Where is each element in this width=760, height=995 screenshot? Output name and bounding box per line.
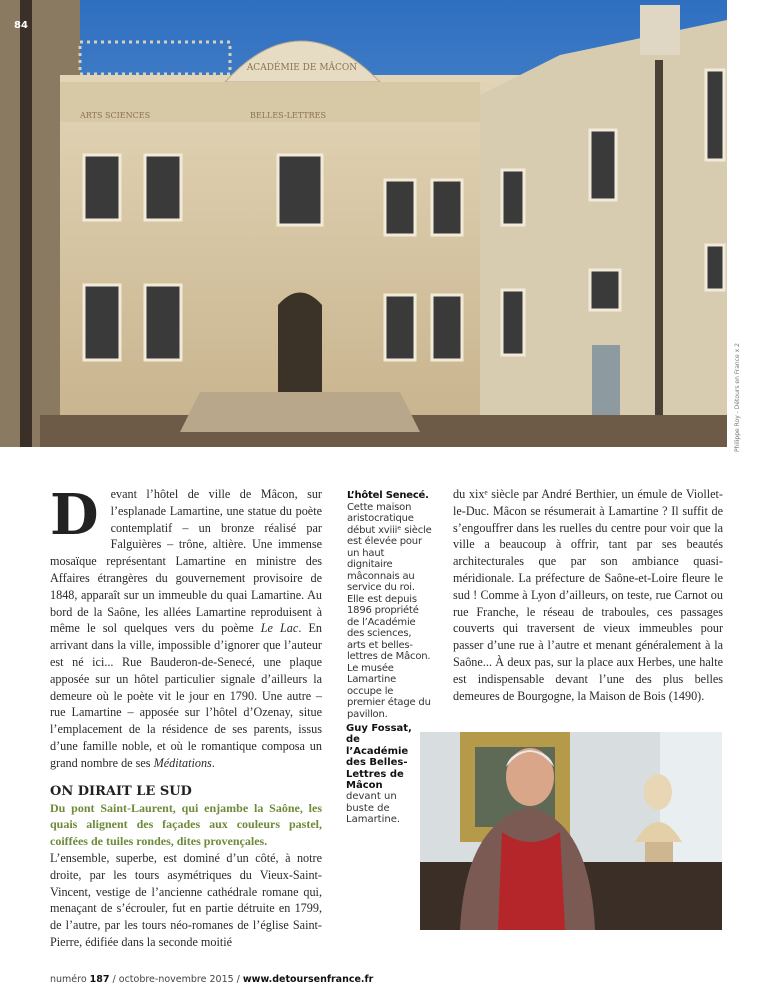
intro-text-cont: . En arrivant dans la ville, impossible d’ignorer que l’auteur est né ici... Rue Bauderon-de-Senecé, une plaque apposée sur un hôtel particulier signale d’ailleurs la demeure où le poète vit le jour en 1790. Une autre – rue Lamartine – apposée sur l’hôtel d’Ozenay, situe l’emplacement de la résidence de ses parents, issus d’une famille noble, et où le romantique composa un grand nombre de ses (50, 621, 322, 770)
article-left-column (50, 482, 322, 951)
sidebar-title: L’hôtel Senecé. (347, 490, 429, 501)
page-number: 84 (14, 20, 28, 31)
photo-caption (346, 723, 418, 826)
section-lead: Du pont Saint-Laurent, qui enjambe la Saône, les quais alignent des façades aux couleurs pastel, coiffées de tuiles rondes, dites provençales. (50, 800, 322, 849)
caption-text: devant un buste de Lamartine. (346, 791, 401, 826)
photo-credit: Philippe Roy - Détours en France x 2 (734, 343, 741, 452)
article-intro (50, 482, 322, 772)
sidebar-text: Cette maison aristocratique début xviiiᵉ siècle est élevée pour un haut dignitaire mâconnais au service du roi. Elle est depuis 1896 propriété de l’Académie des sciences, arts et belles-lettres de Mâcon. Le musée Lamartine occupe le premier étage du pavillon. (347, 501, 432, 720)
section-heading: ON DIRAIT LE SUD (50, 783, 192, 799)
photo-academie-facade (0, 0, 727, 447)
page-footer (50, 974, 373, 985)
inscription-belles-lettres: BELLES-LETTRES (250, 111, 326, 120)
section-body: L’ensemble, superbe, est dominé d’un côté, à notre droite, par les tours asymétriques du Vieux-Saint-Vincent, vestige de l’ancienne cathédrale romane qui, menaçant de s’écrouler, fut en partie détruite en 1799, de l’autre, par les tours néo-romanes de l’église Saint-Pierre, édifiée dans la seconde moitié (50, 850, 322, 949)
sidebar-note (347, 490, 432, 720)
drop-cap: D (50, 482, 99, 548)
website-link[interactable]: www.detoursenfrance.fr (242, 974, 374, 985)
issue-date: / octobre-novembre 2015 / (109, 974, 243, 985)
inscription-arts-sciences: ARTS SCIENCES (80, 111, 151, 120)
work-title: Méditations (153, 755, 212, 770)
poem-title: Le Lac (260, 621, 299, 636)
caption-bold: Guy Fossat, de l’Académie des Belles-Lettres de Mâcon (346, 723, 412, 792)
inscription-academie: ACADÉMIE DE MÂCON (246, 63, 358, 73)
intro-text: evant l’hôtel de ville de Mâcon, sur l’esplanade Lamartine, une statue du poète contemplatif – un bronze réalisé par Falguières – trône, altière. Une immense mosaïque représentant Lamartine en ministre des Affaires étrangères du gouvernement provisoire de 1848, apparaît sur un immeuble du quai Lamartine. Au bord de la Saône, les allées Lamartine reproduisent à même le sol quelques vers du poème (50, 487, 322, 636)
article-column-3: du xixᵉ siècle par André Berthier, un émule de Viollet-le-Duc. Mâcon se résumerait à Lamartine ? Il suffit de s’engouffrer dans les ruelles du centre pour voir que la ville a beaucoup à offrir, tant par ses beautés architecturales que par son ambiance quasi-méridionale. La préfecture de Saône-et-Loire fleure le sud ! Comme à Lyon d’ailleurs, on teste, rue Carnot ou rue Franche, le réseau de traboules, ces passages couverts qui traversent de vieux immeubles pour passer d’une rue à l’autre et menant généralement à la Saône... À deux pas, sur la place aux Herbes, une halte est indispensable devant l’une des plus belles demeures de Bourgogne, la Maison de Bois (1490). (453, 487, 723, 703)
intro-end: . (211, 755, 215, 770)
issue-number: 187 (89, 974, 110, 985)
footer-prefix: numéro (50, 974, 90, 985)
photo-guy-fossat (420, 732, 722, 930)
